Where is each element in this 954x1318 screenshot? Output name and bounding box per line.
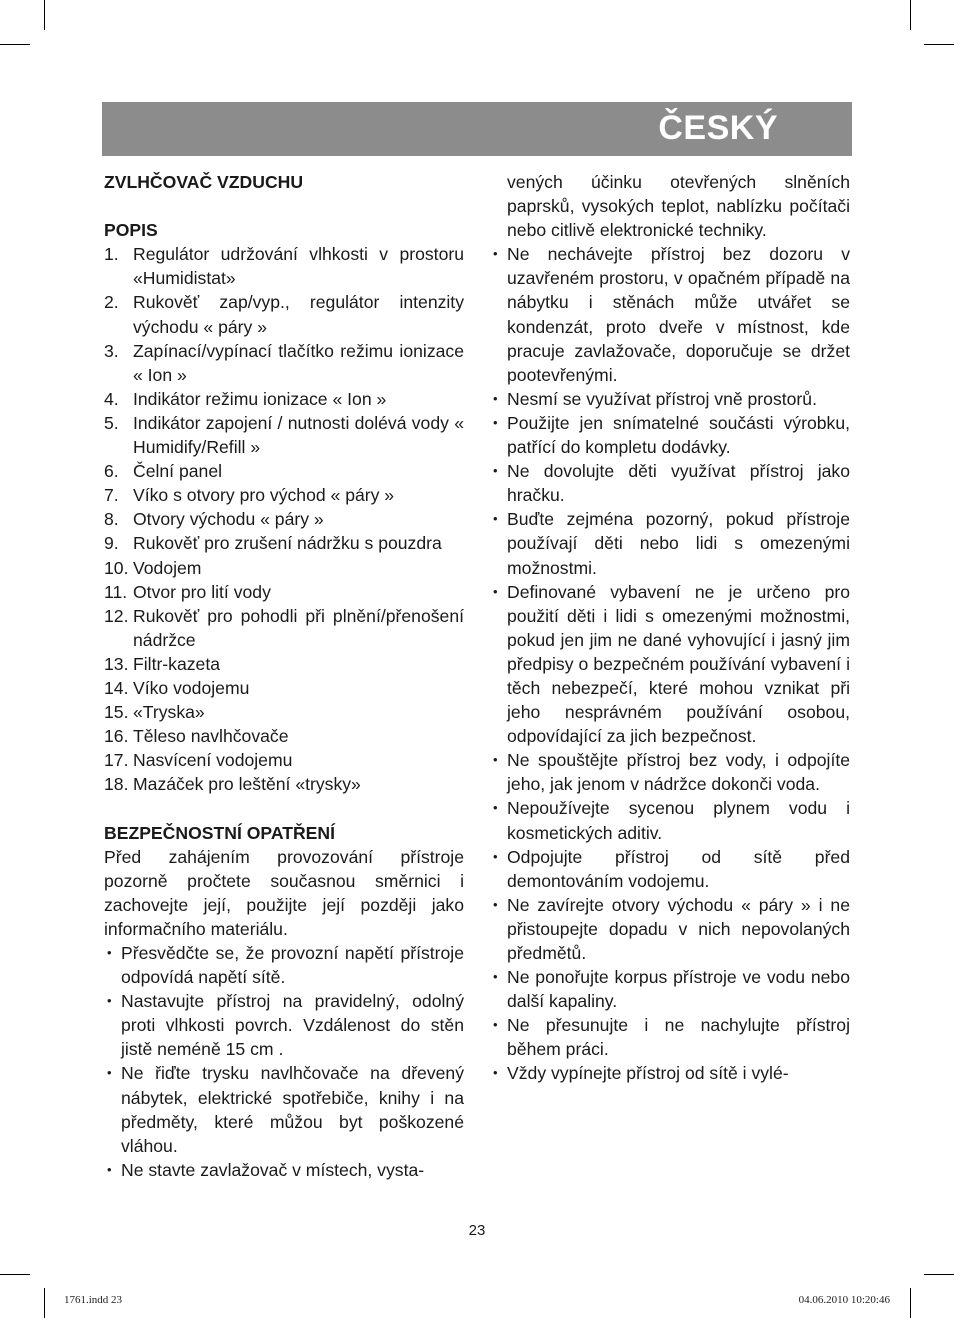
right-safety-list: [490, 242, 850, 1085]
list-item-number: 12.: [104, 605, 129, 626]
list-item-text: Filtr-kazeta: [133, 653, 221, 674]
list-item: [104, 411, 464, 459]
list-item: [104, 483, 464, 507]
list-item-number: 6.: [104, 461, 119, 482]
list-item-text: Vodojem: [133, 557, 202, 578]
list-item-number: 10.: [104, 557, 129, 578]
list-item: [104, 700, 464, 724]
list-item: • Ne nechávejte přístroj bez dozoru v uzavřeném prostoru, v opačném případě na nábytku i stěnách může utvářet se kondenzát, proto dveře v místnost, kde pracuje zavlažovače, doporučuje se držet pootevřenými.: [490, 242, 850, 387]
list-item: [104, 676, 464, 700]
crop-mark: [0, 1274, 30, 1275]
list-item-text: Regulátor udržování vlhkosti v prostoru «Humidistat»: [133, 244, 464, 289]
list-item-number: 4.: [104, 388, 119, 409]
crop-mark: [44, 0, 45, 30]
list-item-text: Otvor pro lití vody: [133, 581, 271, 602]
list-item: [104, 531, 464, 555]
list-item-text: Indikátor režimu ionizace « Ion »: [133, 388, 387, 409]
list-item-number: 8.: [104, 509, 119, 530]
list-item-number: 2.: [104, 292, 119, 313]
crop-mark: [0, 44, 30, 45]
list-item-text: Rukověť pro zrušení nádržku s pouzdra: [133, 533, 442, 554]
list-item: • Buďte zejména pozorný, pokud přístroje používají děti nebo lidi s omezenými možnostmi.: [490, 507, 850, 579]
crop-mark: [924, 1274, 954, 1275]
list-item: [104, 242, 464, 290]
list-item: [104, 556, 464, 580]
language-header-bar: [102, 102, 852, 156]
list-item-text: Rukověť zap/vyp., regulátor intenzity východu « páry »: [133, 292, 464, 337]
list-item-text: Mazáček pro leštění «trysky»: [133, 774, 361, 795]
list-item-number: 18.: [104, 774, 129, 795]
left-column: [104, 170, 464, 1182]
list-item: • Ne dovolujte děti využívat přístroj jako hračku.: [490, 459, 850, 507]
list-item-number: 11.: [104, 581, 128, 602]
safety-intro: Před zahájením provozování přístroje pozorně pročtete současnou směrnici i zachovejte její, použijte její později jako informačního materiálu.: [104, 846, 464, 939]
list-item-number: 5.: [104, 412, 119, 433]
list-item: [104, 724, 464, 748]
list-item: • Odpojujte přístroj od sítě před demontováním vodojemu.: [490, 845, 850, 893]
list-item: [104, 580, 464, 604]
list-item: [104, 387, 464, 411]
list-item: [104, 290, 464, 338]
list-item: • Ne zavírejte otvory východu « páry » i ne přistoupejte dopadu v nich nepovolaných předmětů.: [490, 893, 850, 965]
file-info: 1761.indd 23: [64, 1294, 123, 1306]
list-item: • Přesvědčte se, že provozní napětí přístroje odpovídá napětí sítě.: [104, 941, 464, 989]
list-item-number: 13.: [104, 653, 129, 674]
list-item-text: Čelní panel: [133, 461, 223, 482]
crop-mark: [910, 1288, 911, 1318]
parts-list: [104, 242, 464, 796]
list-item: • Ne řiďte trysku navlhčovače na dřevený nábytek, elektrické spotřebiče, knihy i na předměty, které můžou byt poškozené vláhou.: [104, 1061, 464, 1157]
list-item: • Ne spouštějte přístroj bez vody, i odpojíte jeho, jak jenom v nádržce dokonči voda.: [490, 748, 850, 796]
list-item: [104, 652, 464, 676]
list-item: • Ne přesunujte i ne nachylujte přístroj během práci.: [490, 1013, 850, 1061]
list-item: [104, 507, 464, 531]
list-item: • Nesmí se využívat přístroj vně prostorů.: [490, 387, 850, 411]
list-item-text: Otvory východu « páry »: [133, 509, 324, 530]
safety-heading: BEZPEČNOSTNÍ OPATŘENÍ: [104, 822, 336, 843]
list-item-number: 14.: [104, 677, 129, 698]
list-item-number: 3.: [104, 340, 119, 361]
list-item: • Vždy vypínejte přístroj od sítě i vylé-: [490, 1061, 850, 1085]
list-item: [104, 459, 464, 483]
list-item: • Ne ponořujte korpus přístroje ve vodu nebo další kapaliny.: [490, 965, 850, 1013]
product-title: ZVLHČOVAČ VZDUCHU: [104, 172, 304, 192]
list-item-number: 17.: [104, 750, 129, 771]
list-item-number: 16.: [104, 726, 129, 747]
list-item-text: Těleso navlhčovače: [133, 726, 289, 747]
list-item-number: 1.: [104, 244, 119, 265]
list-item-number: 9.: [104, 533, 119, 554]
list-item-text: Rukověť pro pohodli při plnění/přenošení nádržce: [133, 605, 464, 650]
safety-continuation: vených účinku otevřených slněních paprsků, vysokých teplot, nablízku počítači nebo citlivě elektronické techniky.: [507, 172, 850, 241]
list-item: • Nastavujte přístroj na pravidelný, odolný proti vlhkosti povrch. Vzdálenost do stěn jistě neméně 15 cm .: [104, 989, 464, 1061]
list-item: • Ne stavte zavlažovač v místech, vysta-: [104, 1158, 464, 1182]
list-item: • Nepoužívejte sycenou plynem vodu i kosmetických aditiv.: [490, 796, 850, 844]
list-item-text: Víko vodojemu: [133, 677, 250, 698]
crop-mark: [910, 0, 911, 30]
description-heading: POPIS: [104, 220, 158, 241]
left-safety-list: [104, 941, 464, 1182]
list-item: [104, 604, 464, 652]
page-number: 23: [468, 1222, 486, 1239]
list-item-number: 15.: [104, 702, 129, 723]
right-column: [490, 170, 850, 1086]
list-item: [104, 339, 464, 387]
crop-mark: [924, 44, 954, 45]
list-item-text: Nasvícení vodojemu: [133, 750, 293, 771]
list-item-text: Zapínací/vypínací tlačítko režimu ionizace « Ion »: [133, 340, 464, 385]
language-title: ČESKÝ: [658, 109, 778, 147]
list-item-text: «Tryska»: [133, 702, 205, 723]
list-item: • Použijte jen snímatelné součásti výrobku, patřící do kompletu dodávky.: [490, 411, 850, 459]
list-item-text: Víko s otvory pro východ « páry »: [133, 485, 395, 506]
list-item-text: Indikátor zapojení / nutnosti dolévá vody « Humidify/Refill »: [133, 412, 464, 458]
list-item: • Definované vybavení ne je určeno pro použití děti i lidi s omezenými možnostmi, pokud jen jim ne dané vyhovující i jasný jim předpisy o bezpečném používání vybavení i těch nebezpečí, které mohou vznikat při jeho nesprávném používání osobou, odpovídající za jich bezpečnost.: [490, 580, 850, 749]
list-item: [104, 772, 464, 796]
list-item: [104, 748, 464, 772]
print-datetime: 04.06.2010 10:20:46: [798, 1294, 890, 1306]
crop-mark: [44, 1288, 45, 1318]
list-item-number: 7.: [104, 485, 119, 506]
